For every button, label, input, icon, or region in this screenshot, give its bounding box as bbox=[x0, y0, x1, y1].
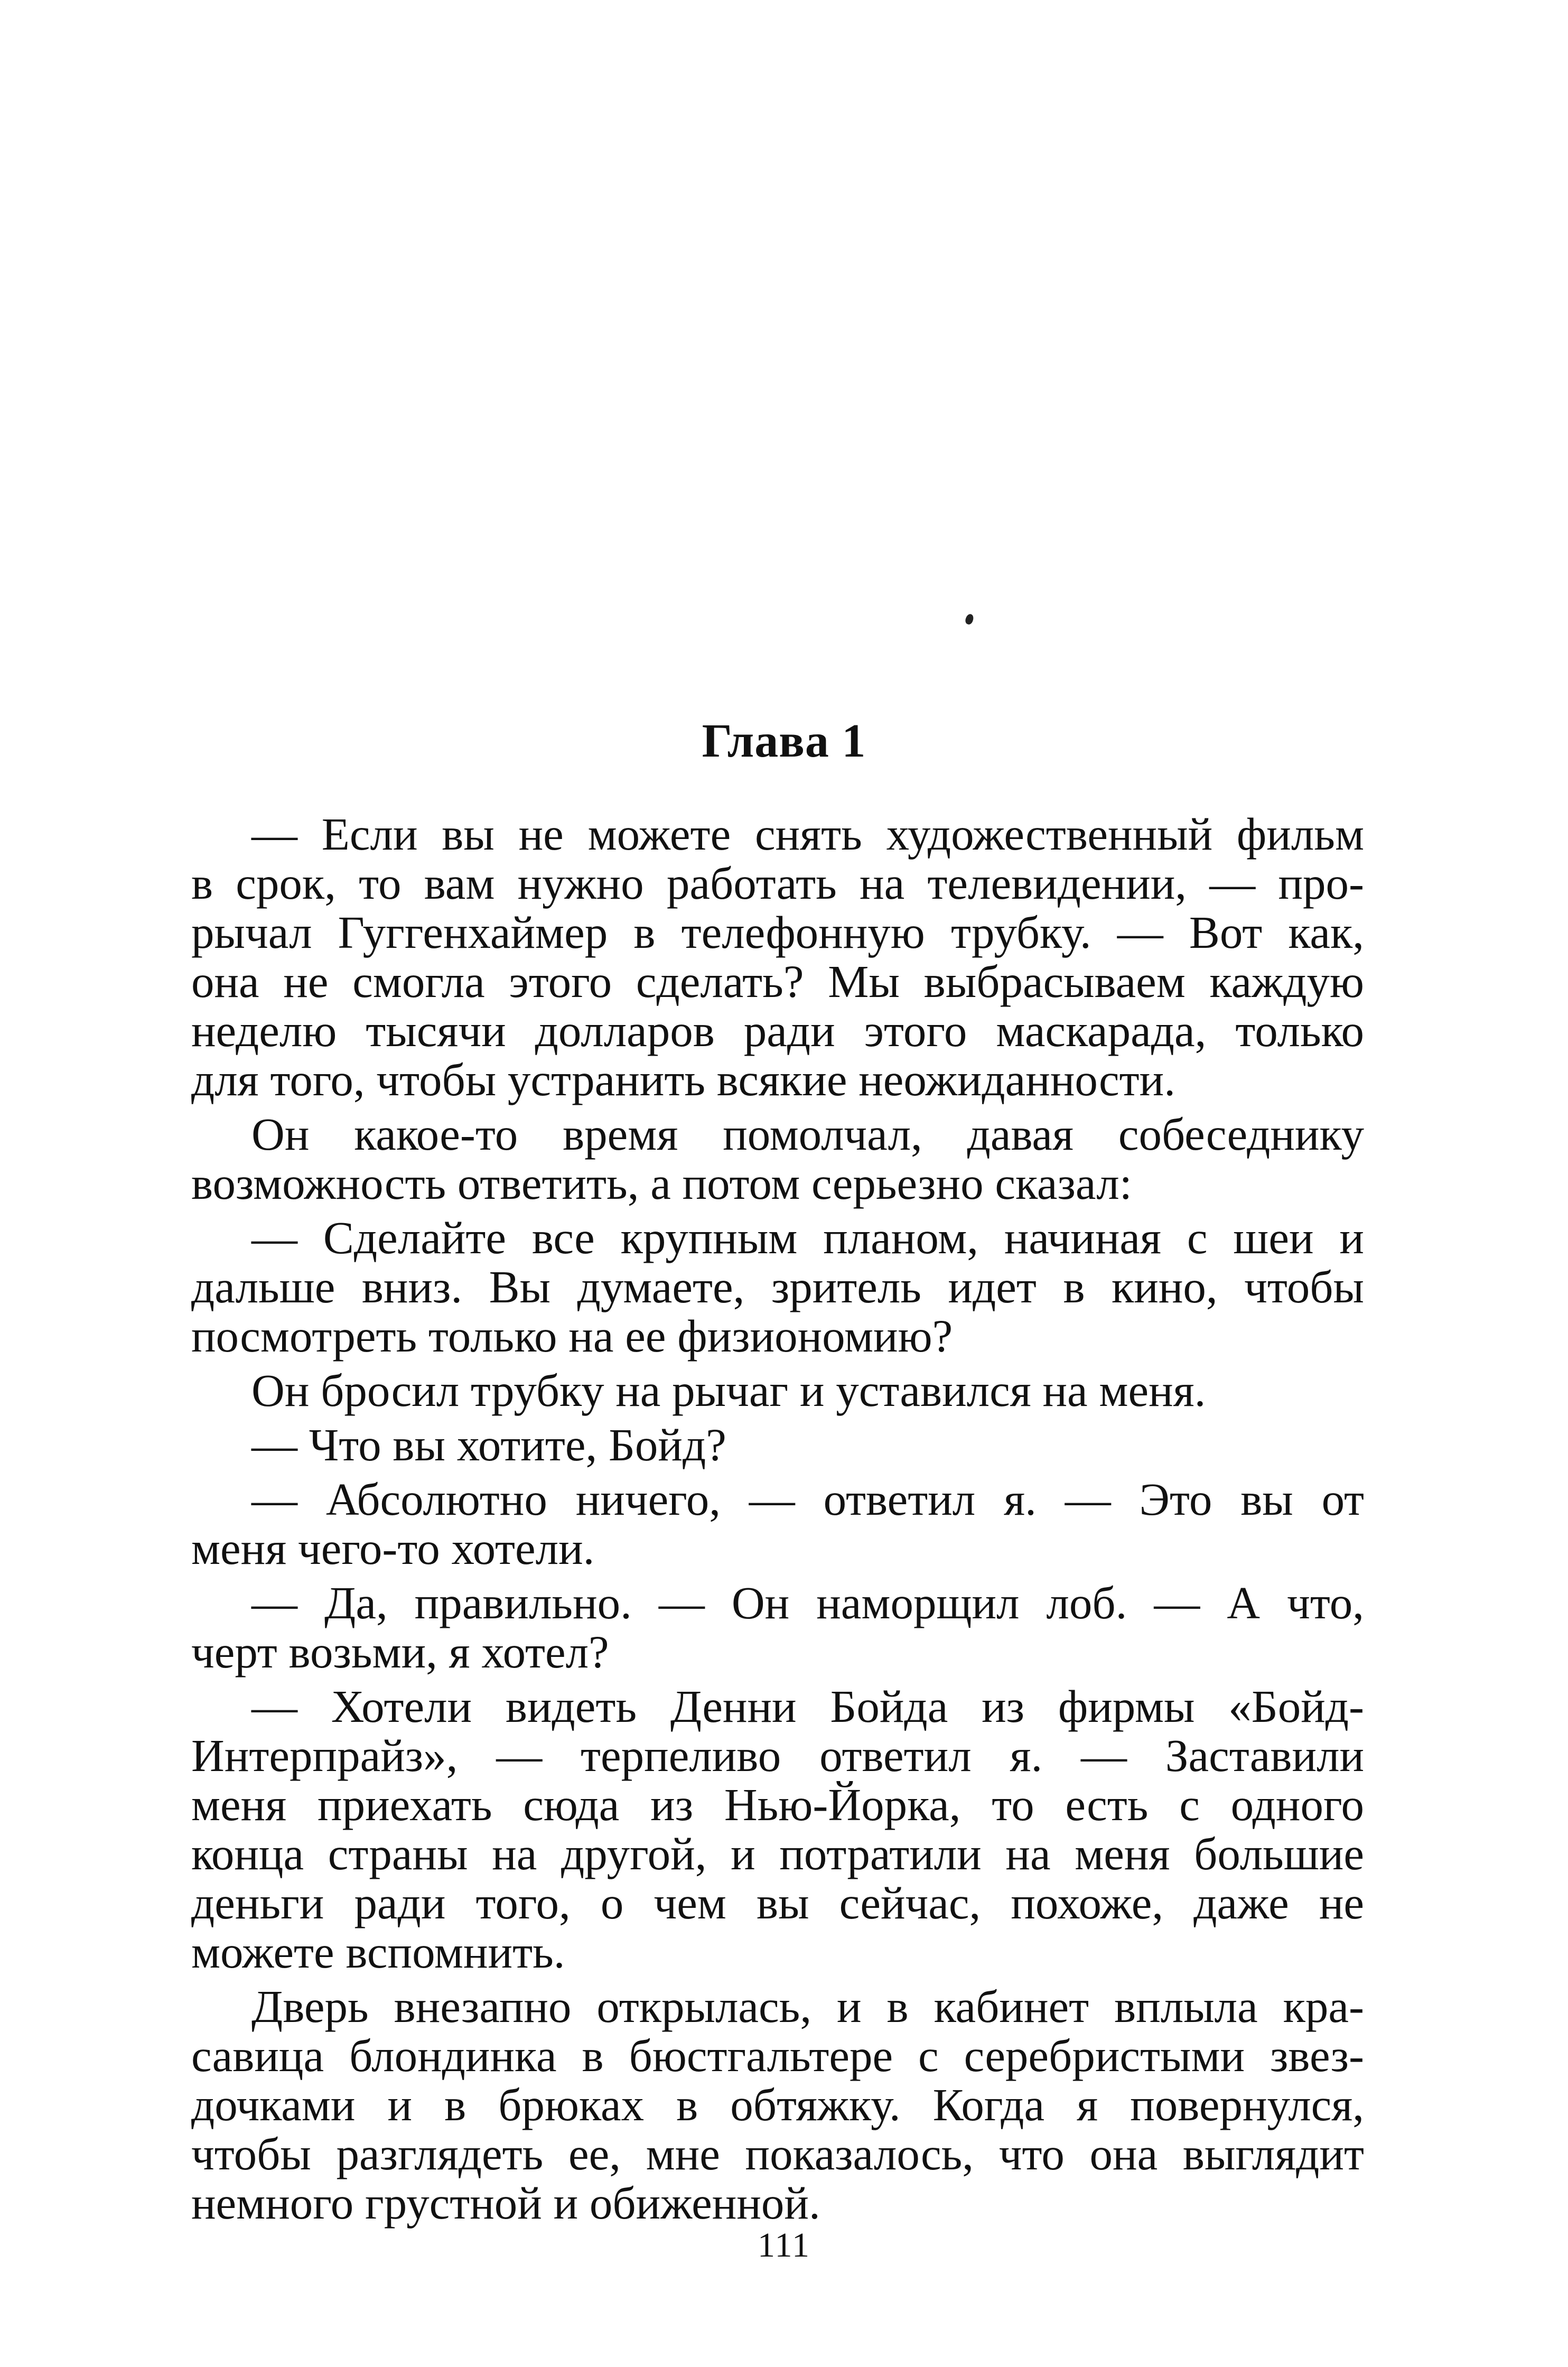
paragraph bbox=[191, 1110, 1364, 1208]
text-line: дальше вниз. Вы думаете, зритель идет в кино, чтобы bbox=[191, 1261, 1364, 1312]
text-line: — Что вы хотите, Бойд? bbox=[251, 1419, 726, 1470]
text-line: — Сделайте все крупным планом, начиная с шеи и bbox=[251, 1212, 1364, 1263]
text-line: чтобы разглядеть ее, мне показалось, что она выглядит bbox=[191, 2128, 1364, 2179]
text-line: неделю тысячи долларов ради этого маскарада, только bbox=[191, 1005, 1364, 1056]
text-line: — Если вы не можете снять художественный фильм bbox=[251, 808, 1364, 860]
text-line: — Хотели видеть Денни Бойда из фирмы «Бойд- bbox=[251, 1681, 1364, 1732]
paragraph bbox=[191, 1213, 1364, 1360]
paragraph bbox=[191, 1682, 1364, 1977]
text-line: — Абсолютно ничего, — ответил я. — Это вы от bbox=[251, 1474, 1364, 1525]
text-line: посмотреть только на ее физиономию? bbox=[191, 1310, 953, 1362]
text-line: конца страны на другой, и потратили на меня большие bbox=[191, 1828, 1364, 1879]
text-line: Дверь внезапно открылась, и в кабинет вплыла кра- bbox=[251, 1981, 1364, 2032]
text-line: рычал Гуггенхаймер в телефонную трубку. — Вот как, bbox=[191, 907, 1364, 958]
page-number: 111 bbox=[757, 2226, 811, 2265]
text-line: меня приехать сюда из Нью-Йорка, то есть с одного bbox=[191, 1779, 1364, 1830]
paragraph bbox=[191, 809, 1364, 1104]
text-line: дочками и в брюках в обтяжку. Когда я повернулся, bbox=[191, 2079, 1364, 2130]
chapter-title: Глава 1 bbox=[702, 715, 866, 767]
text-line: можете вспомнить. bbox=[191, 1926, 565, 1978]
text-line: в срок, то вам нужно работать на телевидении, — про- bbox=[191, 858, 1364, 909]
text-line: Интерпрайз», — терпеливо ответил я. — Заставили bbox=[191, 1730, 1364, 1781]
text-line: черт возьми, я хотел? bbox=[191, 1626, 609, 1678]
text-line: Он бросил трубку на рычаг и уставился на меня. bbox=[251, 1365, 1206, 1416]
text-line: меня чего-то хотели. bbox=[191, 1523, 595, 1574]
paragraph bbox=[191, 1420, 1364, 1469]
text-line: — Да, правильно. — Он наморщил лоб. — А что, bbox=[251, 1577, 1364, 1628]
paragraph bbox=[191, 1366, 1364, 1415]
text-line: Он какое-то время помолчал, давая собеседнику bbox=[251, 1108, 1364, 1160]
paragraph bbox=[191, 1982, 1364, 2228]
paragraph bbox=[191, 1578, 1364, 1676]
body-text bbox=[191, 809, 1364, 2233]
text-line: для того, чтобы устранить всякие неожиданности. bbox=[191, 1054, 1175, 1105]
print-speck bbox=[964, 613, 974, 625]
paragraph bbox=[191, 1475, 1364, 1573]
text-line: савица блондинка в бюстгальтере с серебристыми звез- bbox=[191, 2030, 1364, 2081]
text-line: возможность ответить, а потом серьезно сказал: bbox=[191, 1158, 1132, 1209]
text-line: немного грустной и обиженной. bbox=[191, 2177, 820, 2229]
text-line: она не смогла этого сделать? Мы выбрасываем каждую bbox=[191, 956, 1364, 1007]
text-line: деньги ради того, о чем вы сейчас, похоже, даже не bbox=[191, 1877, 1364, 1928]
